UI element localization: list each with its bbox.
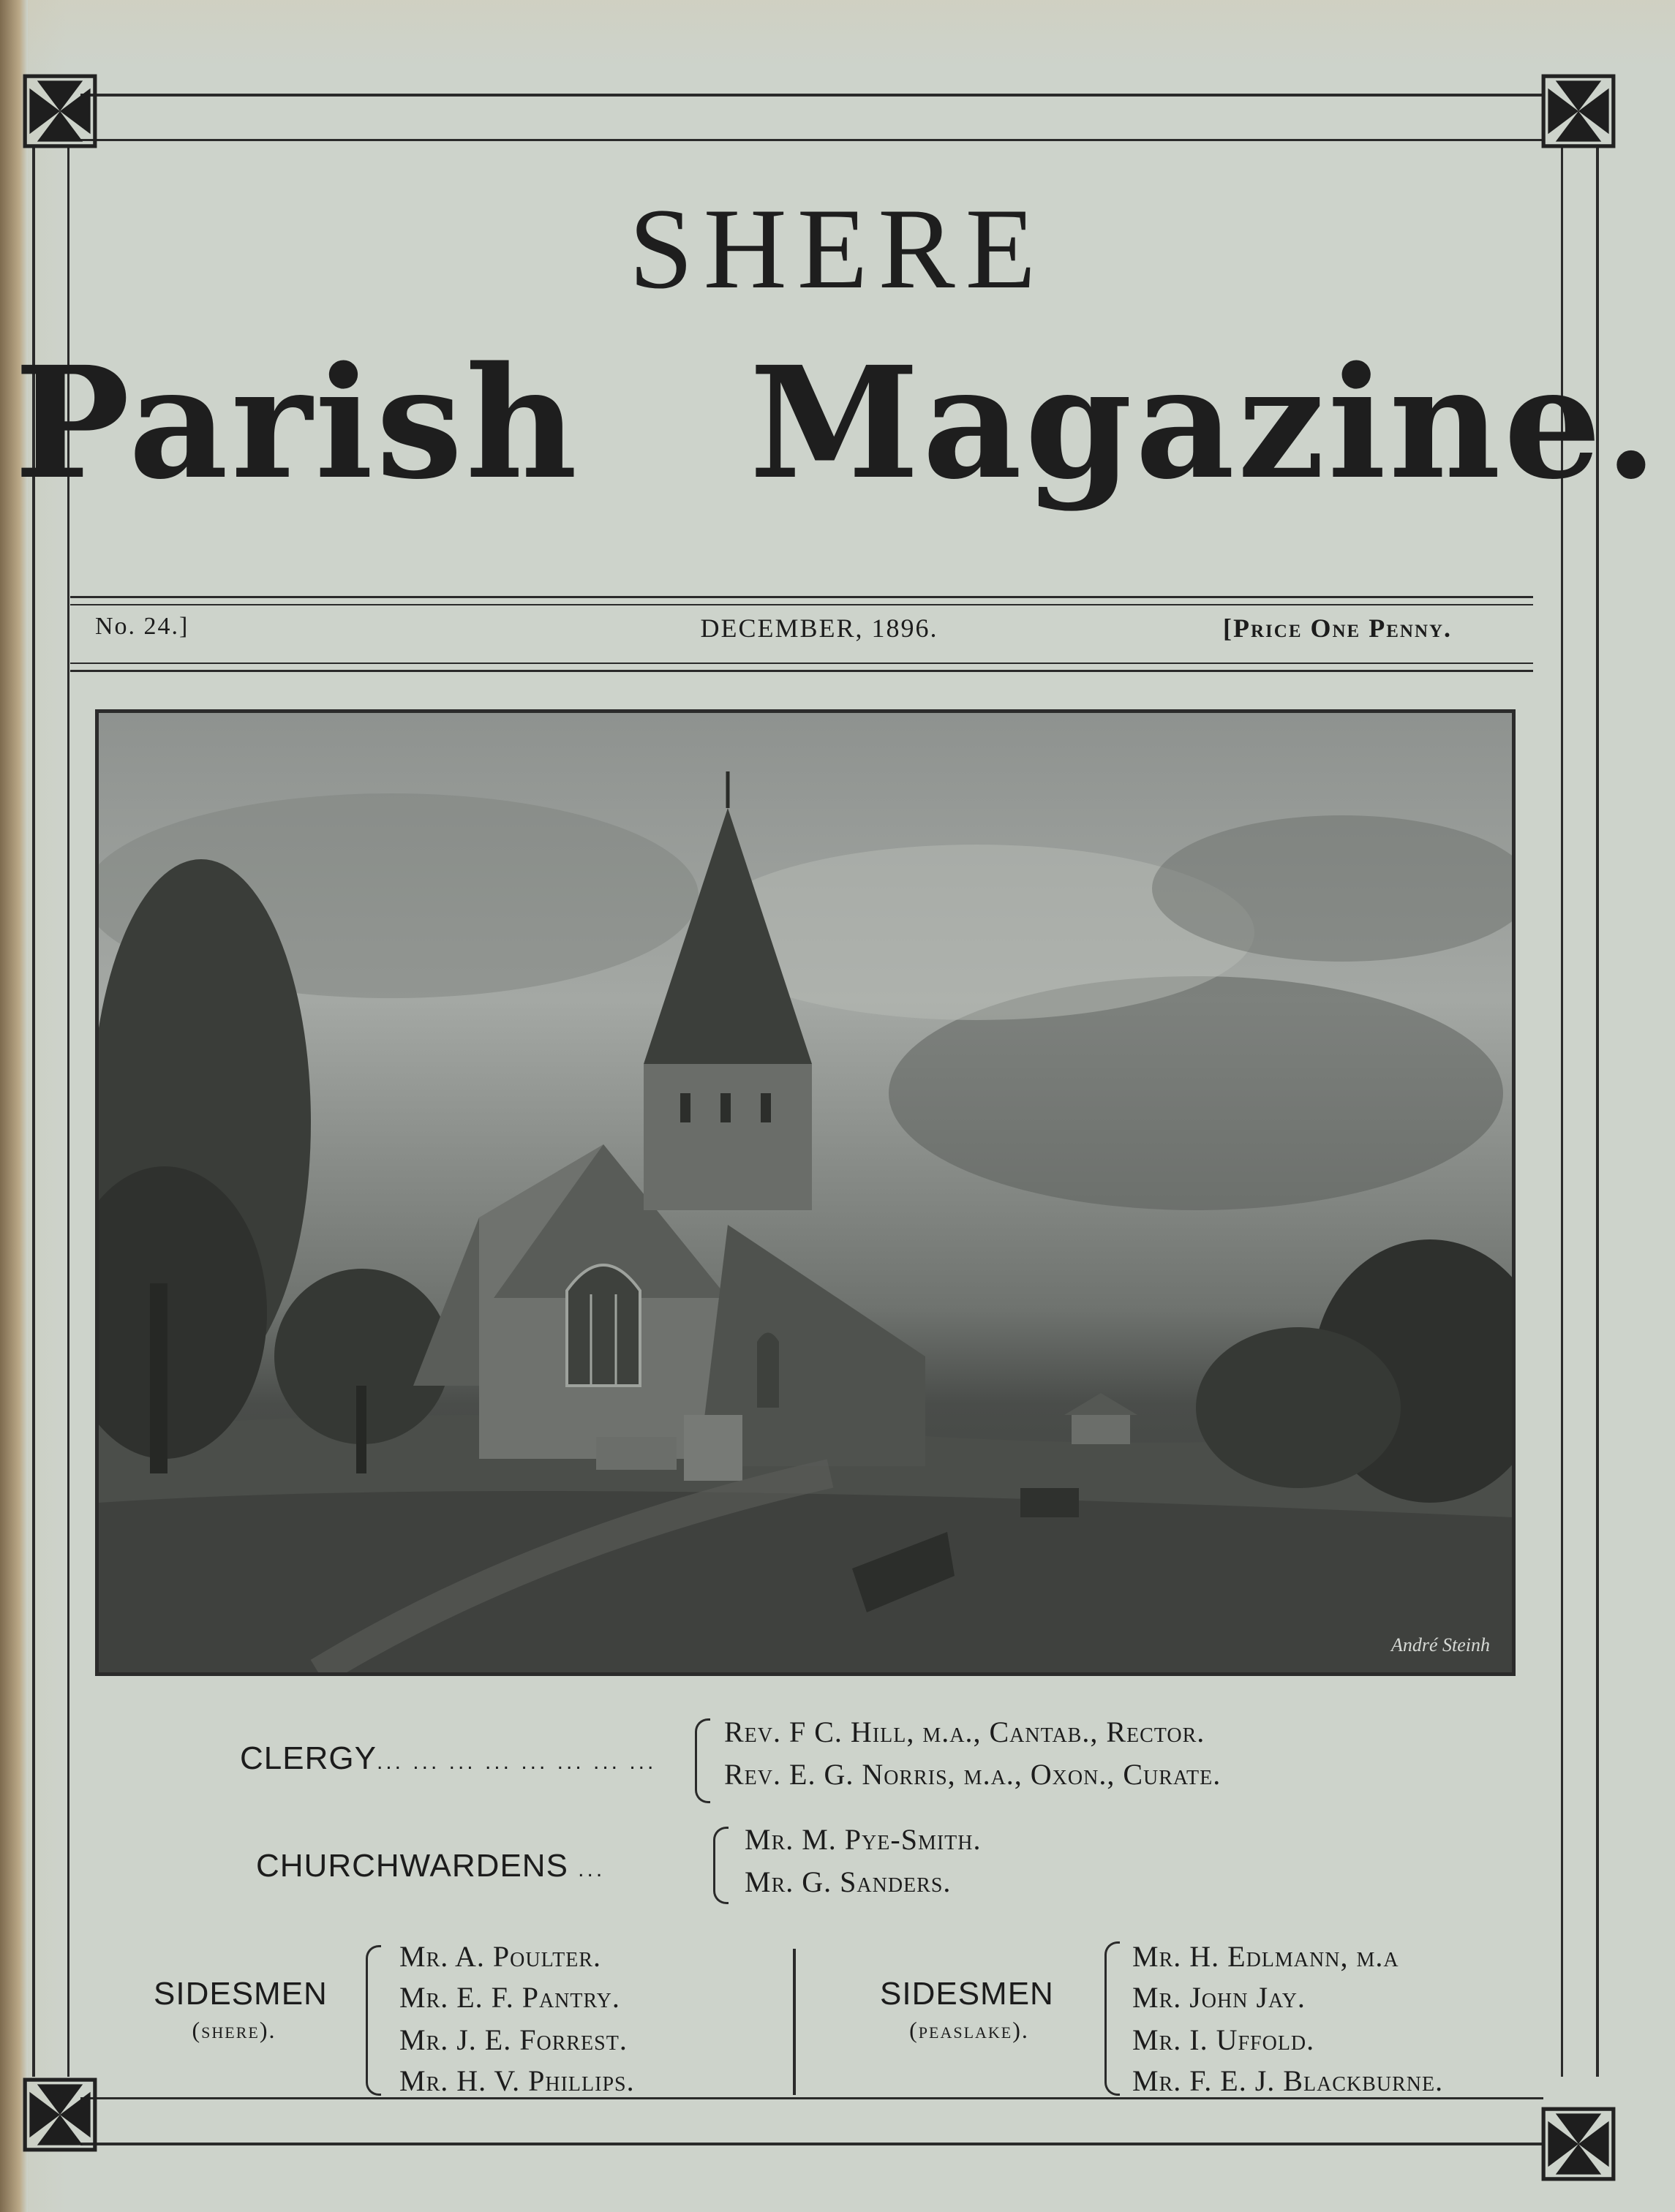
churchwardens-label-text: CHURCHWARDENS [256,1848,568,1884]
sidesmen-peaslake-entry-3: Mr. I. Uffold. [1132,2023,1315,2056]
clergy-label [240,1740,656,1777]
frame-top-outer [80,94,1543,97]
issue-price: [Price One Penny. [1223,614,1453,643]
issue-rule-top-1 [70,596,1533,598]
sidesmen-peaslake-label: SIDESMEN [880,1976,1054,2012]
sidesmen-peaslake-entry-4: Mr. F. E. J. Blackburne. [1132,2064,1444,2097]
sidesmen-shere-sublabel: (shere). [192,2017,276,2043]
book-spine [0,0,28,2212]
church-illustration [95,709,1516,1676]
masthead-word-parish: Parish [14,333,581,513]
corner-cross-top-right-icon [1540,73,1616,149]
churchwardens-entry-2: Mr. G. Sanders. [745,1865,952,1898]
masthead-title-main [0,333,1675,513]
sidesmen-shere-brace [366,1945,381,2096]
corner-cross-top-left-icon [22,73,98,149]
clergy-brace [695,1718,710,1803]
churchwardens-brace [713,1827,729,1904]
sidesmen-peaslake-entry-2: Mr. John Jay. [1132,1981,1306,2014]
frame-top-inner [80,139,1543,141]
churchwardens-dots: ... [578,1857,606,1881]
sidesmen-shere-entry-2: Mr. E. F. Pantry. [399,1981,620,2014]
issue-date: DECEMBER, 1896. [700,614,938,643]
sidesmen-shere-entry-3: Mr. J. E. Forrest. [399,2023,628,2056]
masthead-title-top: SHERE [628,185,1047,313]
masthead-word-magazine: Magazine. [749,333,1661,513]
corner-cross-bottom-right-icon [1540,2106,1616,2182]
churchwardens-label [256,1848,605,1884]
church-drawing [99,713,1512,1672]
churchwardens-entry-1: Mr. M. Pye-Smith. [745,1823,982,1856]
corner-cross-bottom-left-icon [22,2077,98,2153]
issue-rule-top-2 [70,604,1533,605]
artist-signature: André Steinh [1390,1634,1490,1656]
issue-number: No. 24.] [95,613,189,640]
sidesmen-peaslake-sublabel: (peaslake). [909,2017,1029,2043]
frame-bottom-outer [80,2143,1543,2145]
issue-rule-bottom-1 [70,663,1533,664]
clergy-entry-2: Rev. E. G. Norris, m.a., Oxon., Curate. [724,1758,1222,1791]
sidesmen-divider [793,1949,796,2095]
sidesmen-shere-entry-4: Mr. H. V. Phillips. [399,2064,635,2097]
clergy-label-text: CLERGY [240,1740,377,1776]
issue-rule-bottom-2 [70,670,1533,672]
sidesmen-peaslake-brace [1104,1941,1120,2096]
sidesmen-shere-entry-1: Mr. A. Poulter. [399,1940,602,1973]
clergy-dots: ... ... ... ... ... ... ... ... [376,1750,657,1774]
sidesmen-shere-label: SIDESMEN [154,1976,328,2012]
clergy-entry-1: Rev. F C. Hill, m.a., Cantab., Rector. [724,1715,1205,1748]
sidesmen-peaslake-entry-1: Mr. H. Edlmann, m.a [1132,1940,1399,1973]
